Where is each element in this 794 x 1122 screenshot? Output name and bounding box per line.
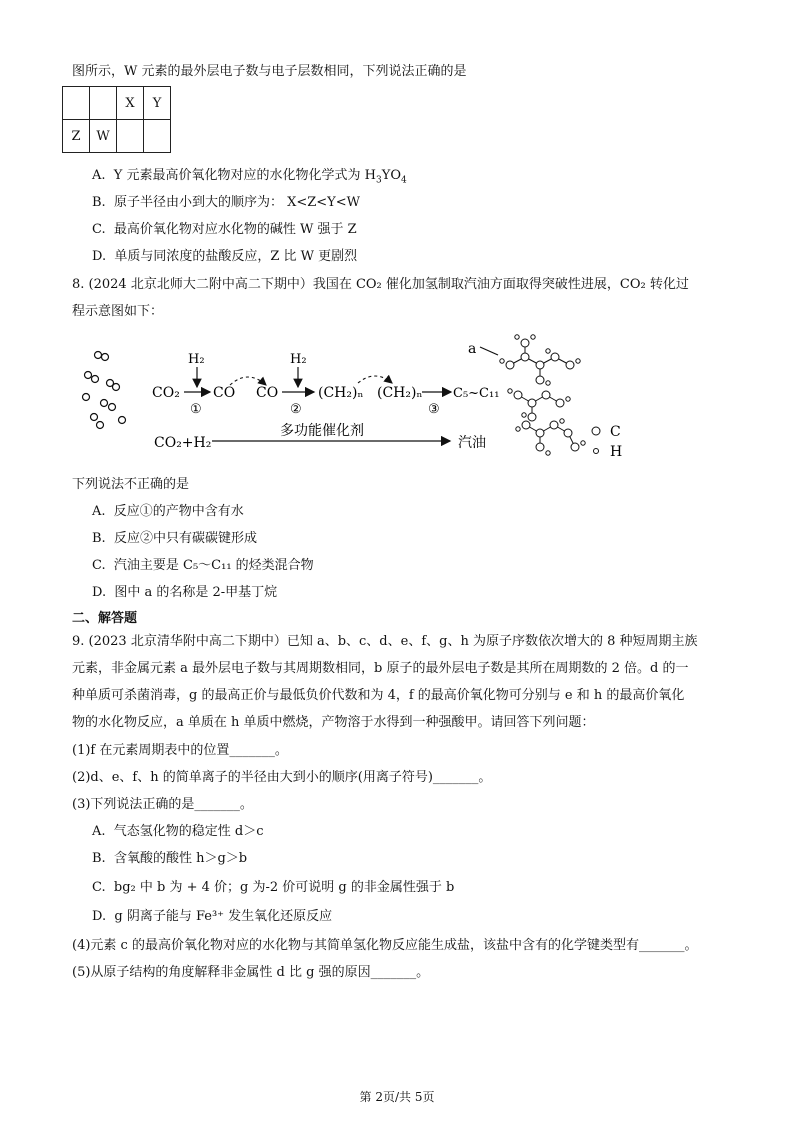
q8-line1: 8. (2024 北京北师大二附中高二下期中）我国在 CO₂ 催化加氢制取汽油方面取得突破性进展，CO₂ 转化过	[72, 277, 689, 292]
co2-conversion-diagram	[70, 325, 750, 470]
label-a: a	[468, 341, 477, 357]
section-heading: 二、解答题	[72, 611, 138, 626]
q9-line3: 种单质可杀菌消毒，g 的最高正价与最低负价代数和为 4，f 的最高价氧化物可分别与 e 和 h 的最高价氧化	[72, 688, 685, 703]
pt-cell	[117, 120, 144, 153]
page-footer: 第 2页/共 5页	[359, 1090, 435, 1104]
h2-label-2: H₂	[290, 352, 307, 367]
q8-option-c: C. 汽油主要是 C₅～C₁₁ 的烃类混合物	[92, 558, 314, 573]
q9-line2: 元素，非金属元素 a 最外层电子数与其周期数相同，b 原子的最外层电子数是其所在周期数的 2 倍。d 的一	[72, 661, 689, 676]
step2-label: ②	[290, 402, 302, 417]
h2-label-1: H₂	[188, 352, 205, 367]
q7-option-a: A. Y 元素最高价氧化物对应的水化物化学式为 $H_3YO_4$	[92, 168, 407, 186]
co-label-a: CO	[213, 385, 236, 401]
ch2-label-2: (CH₂)ₙ	[377, 385, 423, 401]
q8-option-a: A. 反应①的产物中含有水	[92, 504, 244, 519]
q9-line4: 物的水化物反应，a 单质在 h 单质中燃烧，产物溶于水得到一种强酸甲。请回答下列问题：	[72, 715, 595, 730]
hydrocarbon-molecules-icon	[500, 335, 585, 455]
q9-line1: 9. (2023 北京清华附中高二下期中）已知 a、b、c、d、e、f、g、h 为原子序数依次增大的 8 种短周期主族	[72, 634, 698, 649]
step3-label: ③	[428, 402, 440, 417]
pt-cell	[63, 87, 90, 120]
q7-intro: 图所示，W 元素的最外层电子数与电子层数相同，下列说法正确的是	[72, 64, 467, 79]
pt-cell	[144, 120, 171, 153]
q9-part4: (4)元素 c 的最高价氧化物对应的水化物与其简单氢化物反应能生成盐，该盐中含有的化学键类型有_______。	[72, 938, 698, 953]
co-label-b: CO	[256, 385, 279, 401]
formula-display: $H_3YO_4$	[364, 168, 407, 186]
q8-option-d: D. 图中 a 的名称是 2-甲基丁烷	[92, 585, 278, 600]
co2-label: CO₂	[152, 385, 180, 401]
c5-c11-label: C₅~C₁₁	[453, 386, 500, 401]
q9-part5: (5)从原子结构的角度解释非金属性 d 比 g 强的原因_______。	[72, 965, 430, 980]
q9-part3: (3)下列说法正确的是_______。	[72, 797, 253, 812]
periodic-table-fragment	[62, 86, 171, 153]
pt-cell-y: Y	[144, 87, 171, 120]
catalyst-label: 多功能催化剂	[280, 423, 364, 439]
q9-option-a: A. 气态氢化物的稳定性 d＞c	[92, 824, 264, 839]
dotted-arrow-1	[230, 377, 266, 385]
legend-c-icon	[592, 427, 600, 435]
q8-stem: 下列说法不正确的是	[72, 477, 190, 492]
pt-cell-w: W	[90, 120, 117, 153]
q7-option-c: C. 最高价氧化物对应水化物的碱性 W 强于 Z	[92, 222, 357, 237]
legend-c-label: C	[610, 424, 621, 440]
gasoline-label: 汽油	[458, 435, 486, 451]
ch2-label-1: (CH₂)ₙ	[318, 385, 364, 401]
co2-molecules-icon	[83, 352, 126, 429]
q9-part1: (1)f 在元素周期表中的位置_______。	[72, 743, 288, 758]
q9-option-c: C. bg₂ 中 b 为 + 4 价；g 为-2 价可说明 g 的非金属性强于 b	[92, 880, 455, 895]
pt-cell	[90, 87, 117, 120]
co2-h2-label: CO₂+H₂	[154, 435, 212, 451]
pt-cell-z: Z	[63, 120, 90, 153]
pt-cell-x: X	[117, 87, 144, 120]
legend-h-label: H	[610, 444, 623, 460]
step1-label: ①	[190, 402, 202, 417]
q7-option-b: B. 原子半径由小到大的顺序为： X<Z<Y<W	[92, 195, 360, 210]
legend	[592, 427, 600, 454]
q8-line2: 程示意图如下：	[72, 304, 164, 319]
q9-option-b: B. 含氧酸的酸性 h＞g＞b	[92, 851, 248, 866]
legend-h-icon	[594, 449, 599, 454]
dotted-arrow-2	[358, 376, 392, 383]
q9-option-d: D. g 阴离子能与 Fe³⁺ 发生氧化还原反应	[92, 909, 333, 924]
q8-option-b: B. 反应②中只有碳碳键形成	[92, 531, 257, 546]
q9-part2: (2)d、e、f、h 的简单离子的半径由大到小的顺序(用离子符号)_______。	[72, 770, 492, 785]
q7-option-d: D. 单质与同浓度的盐酸反应，Z 比 W 更剧烈	[92, 249, 358, 264]
